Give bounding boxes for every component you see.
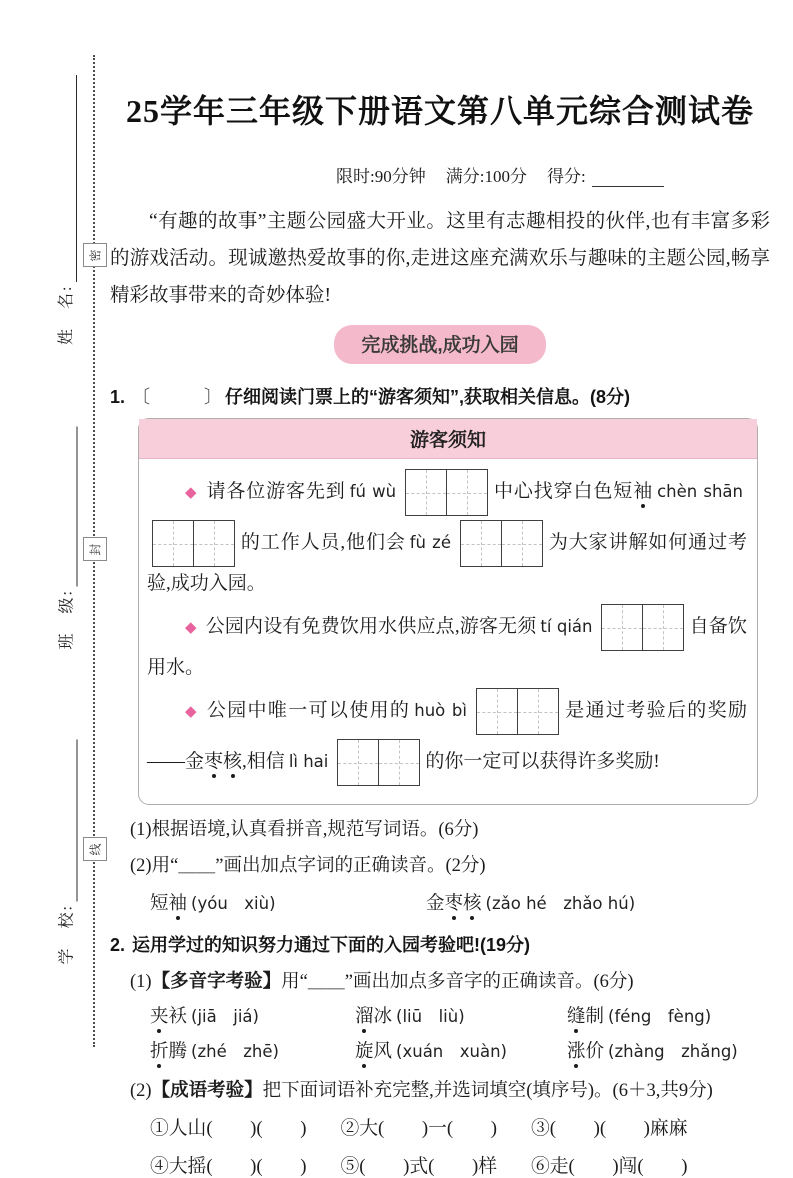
grid-cell[interactable]: [501, 521, 542, 566]
notice-text: 请各位游客先到: [206, 480, 346, 502]
dotted-char: 袖: [633, 480, 654, 502]
idiom-blank-4[interactable]: ④大摇( )( ): [150, 1156, 307, 1177]
q1-subquestion-2: (2)用“＿＿”画出加点字词的正确读音。(2分): [130, 856, 486, 876]
pinyin-text: fù zé: [409, 532, 451, 552]
section-badge-wrap: [110, 325, 770, 364]
diamond-bullet-icon: ◆: [185, 701, 198, 720]
name-blank-line[interactable]: [74, 75, 77, 282]
polyphone-item-4[interactable]: [150, 1037, 355, 1063]
notice-text: 公园内设有免费饮用水供应点,游客无须: [205, 615, 537, 637]
idiom-blank-5[interactable]: ⑤( )式( )样: [340, 1156, 497, 1177]
notice-text: 是通过考验后的奖励——金: [147, 699, 747, 772]
question-1-score-bracket[interactable]: 〔 〕: [132, 387, 223, 407]
grid-cell[interactable]: [446, 470, 487, 515]
pinyin-text: fú wù: [349, 481, 397, 501]
hanzi-text: 风: [373, 1042, 393, 1062]
sub-text: 用“＿＿”画出加点多音字的正确读音。(6分): [281, 972, 634, 992]
polyphone-item-3[interactable]: [567, 1002, 770, 1028]
grid-cell[interactable]: [477, 689, 517, 734]
grid-cell[interactable]: [461, 521, 501, 566]
notice-bullet-1: [147, 467, 747, 598]
student-school-field: [56, 740, 78, 965]
intro-paragraph: “有趣的故事”主题公园盛大开业。这里有志趣相投的伙伴,也有丰富多彩的游戏活动。现诚邀热爱故事的你,走进这座充满欢乐与趣味的主题公园,畅享精彩故事带来的奇妙体验!: [110, 211, 770, 306]
notice-body: [139, 459, 757, 804]
grid-cell[interactable]: [602, 605, 642, 650]
notice-text: 为大家讲解如何通过考验,成功入园。: [147, 531, 747, 594]
idiom-row-2: [150, 1151, 770, 1178]
seal-char-box-2: [83, 537, 107, 561]
dotted-char: 溜: [355, 1007, 374, 1027]
question-1-header: [110, 383, 770, 409]
dotted-char: 核: [463, 894, 482, 914]
question-2-header: [110, 931, 770, 957]
pinyin-text: chèn shān: [657, 481, 743, 501]
reading-option-2[interactable]: [426, 889, 639, 915]
score-label: 得分:: [546, 167, 586, 186]
question-1-number: 1.: [110, 387, 126, 407]
q1-subquestion-1: (1)根据语境,认真看拼音,规范写词语。(6分): [130, 820, 479, 840]
writing-grid[interactable]: [476, 688, 559, 735]
pinyin-text: tí qián: [540, 616, 593, 636]
dotted-char: 夹: [150, 1007, 169, 1027]
polyphone-item-5[interactable]: [355, 1037, 567, 1063]
full-score-label: 满分:100分: [445, 167, 527, 186]
sub-prefix: (2): [130, 1081, 152, 1101]
grid-cell[interactable]: [193, 521, 234, 566]
seal-char-feng: 封: [88, 542, 103, 556]
dotted-char: 旋: [355, 1042, 374, 1062]
school-blank-line[interactable]: [75, 740, 78, 902]
dotted-char: 枣: [444, 894, 464, 914]
hanzi-text: 腾: [168, 1042, 188, 1062]
idiom-blank-1[interactable]: ①人山( )( ): [150, 1118, 307, 1139]
pinyin-text: (xuán xuàn): [396, 1042, 507, 1061]
grid-cell[interactable]: [153, 521, 193, 566]
class-blank-line[interactable]: [75, 427, 78, 587]
notice-text: ,相信: [242, 750, 285, 772]
dotted-char: 核: [223, 750, 243, 772]
score-blank-line[interactable]: [592, 184, 664, 187]
question-2-number: 2.: [110, 935, 126, 955]
hanzi-text: 冰: [373, 1007, 393, 1027]
sub-tag: 【多音字考验】: [151, 970, 282, 991]
reading-option-1[interactable]: [150, 889, 426, 915]
notice-bullet-3: [147, 686, 747, 788]
grid-cell[interactable]: [378, 740, 419, 785]
polyphone-item-6[interactable]: [567, 1037, 770, 1063]
section-badge: 完成挑战,成功入园: [334, 325, 545, 364]
writing-grid[interactable]: [152, 520, 235, 567]
diamond-bullet-icon: ◆: [185, 482, 198, 501]
idiom-blank-6[interactable]: ⑥走( )闯( ): [531, 1156, 688, 1177]
dotted-char: 缝: [567, 1007, 586, 1027]
grid-cell[interactable]: [517, 689, 558, 734]
diamond-bullet-icon: ◆: [185, 617, 197, 636]
writing-grid[interactable]: [337, 739, 420, 786]
dotted-char: 袖: [168, 894, 188, 914]
writing-grid[interactable]: [601, 604, 684, 651]
pinyin-text: lì hai: [288, 751, 329, 771]
sub-tag: 【成语考验】: [151, 1079, 263, 1100]
student-name-field: [55, 75, 77, 345]
notice-text: 中心找穿白色短: [493, 480, 634, 502]
idiom-row-1: [150, 1113, 770, 1140]
school-label: 学 校:: [58, 904, 76, 965]
hanzi-text: 价: [585, 1042, 605, 1062]
time-limit-label: 限时:90分钟: [336, 167, 426, 186]
polyphone-items: [150, 1002, 770, 1063]
q2-subquestion-1: [130, 967, 770, 993]
hanzi-text: 金: [426, 894, 445, 914]
grid-cell[interactable]: [406, 470, 446, 515]
notice-header: 游客须知: [139, 419, 757, 459]
name-label: 姓 名:: [58, 284, 75, 345]
idiom-blank-3[interactable]: ③( )( )麻麻: [531, 1118, 688, 1139]
seal-char-box-3: [83, 837, 107, 861]
pinyin-text: (liū liù): [396, 1007, 465, 1026]
idiom-blank-2[interactable]: ②大( )一( ): [340, 1118, 497, 1139]
dotted-char: 涨: [567, 1042, 586, 1062]
sub-prefix: (1): [130, 972, 152, 992]
dotted-char: 折: [150, 1042, 169, 1062]
q1-reading-options: [150, 889, 770, 915]
class-label: 班 级:: [58, 589, 76, 650]
polyphone-item-1[interactable]: [150, 1002, 355, 1028]
q2-subquestion-2: [130, 1076, 770, 1102]
seal-char-mi: 密: [88, 248, 103, 262]
pinyin-text: (zhàng zhǎng): [608, 1042, 738, 1061]
notice-text: 公园中唯一可以使用的: [206, 699, 411, 721]
question-1-title: 仔细阅读门票上的“游客须知”,获取相关信息。(8分): [225, 387, 631, 407]
question-2-title: 运用学过的知识努力通过下面的入园考验吧!(19分): [132, 935, 531, 955]
hanzi-text: 制: [585, 1007, 605, 1027]
grid-cell[interactable]: [642, 605, 683, 650]
notice-bullet-2: [147, 602, 747, 682]
writing-grid[interactable]: [405, 469, 488, 516]
sub-text: 把下面词语补充完整,并选词填空(填序号)。(6＋3,共9分): [262, 1081, 713, 1101]
main-content: [110, 0, 770, 1178]
dotted-char: 枣: [204, 750, 224, 772]
seal-char-xian: 线: [88, 842, 103, 856]
hanzi-text: 袄: [168, 1007, 188, 1027]
page-title: 25学年三年级下册语文第八单元综合测试卷: [125, 93, 754, 129]
polyphone-item-2[interactable]: [355, 1002, 567, 1028]
writing-grid[interactable]: [460, 520, 543, 567]
exam-meta-line: [336, 162, 770, 187]
notice-text: 的工作人员,他们会: [240, 531, 406, 553]
hanzi-text: 短: [150, 894, 169, 914]
pinyin-text: (jiā jiá): [191, 1007, 259, 1026]
pinyin-text: huò bì: [414, 700, 467, 720]
student-class-field: [56, 427, 78, 650]
notice-text: 的你一定可以获得许多奖励!: [425, 750, 660, 772]
pinyin-text: (yóu xiù): [191, 894, 276, 913]
visitor-notice-box: [138, 418, 758, 805]
pinyin-text: (féng fèng): [608, 1007, 712, 1026]
grid-cell[interactable]: [338, 740, 378, 785]
seal-char-box-1: [83, 243, 107, 267]
notice-text: 自备饮用水。: [147, 615, 747, 678]
pinyin-text: (zǎo hé zhǎo hú): [485, 894, 636, 913]
pinyin-text: (zhé zhē): [191, 1042, 279, 1061]
